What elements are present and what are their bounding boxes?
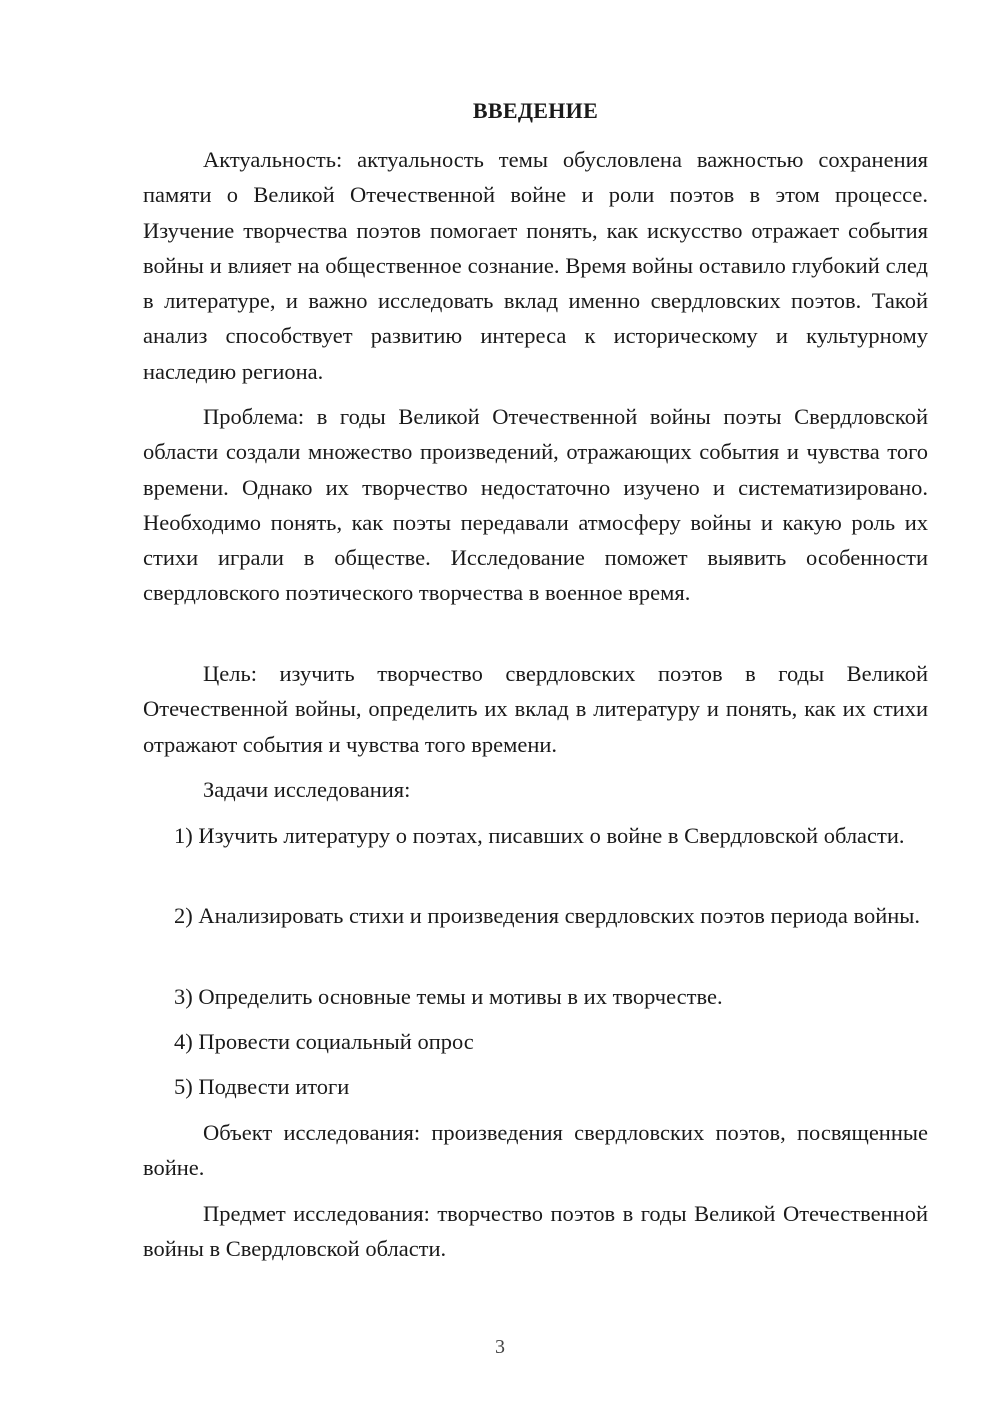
task-item-1: 1) Изучить литературу о поэтах, писавших о войне в Свердловской области. <box>174 823 905 848</box>
paragraph-object: Объект исследования: произведения свердловских поэтов, посвященные войне. <box>143 1120 928 1181</box>
task-item-4: 4) Провести социальный опрос <box>174 1029 474 1054</box>
tasks-heading: Задачи исследования: <box>203 777 411 802</box>
paragraph-goal: Цель: изучить творчество свердловских поэтов в годы Великой Отечественной войны, определить их вклад в литературу и понять, как их стихи отражают события и чувства того времени. <box>143 661 928 757</box>
paragraph-subject: Предмет исследования: творчество поэтов в годы Великой Отечественной войны в Свердловской области. <box>143 1201 928 1262</box>
task-item-5: 5) Подвести итоги <box>174 1074 350 1099</box>
section-title: ВВЕДЕНИЕ <box>472 98 599 123</box>
task-item-2: 2) Анализировать стихи и произведения свердловских поэтов периода войны. <box>174 903 921 928</box>
page-number: 3 <box>495 1336 505 1358</box>
paragraph-problem: Проблема: в годы Великой Отечественной войны поэты Свердловской области создали множество произведений, отражающих события и чувства того времени. Однако их творчество недостаточно изучено и систематизировано. Необходимо понять, как поэты передавали атмосферу войны и какую роль их стихи играли в обществе. Исследование поможет выявить особенности свердловского поэтического творчества в военное время. <box>143 404 928 606</box>
paragraph-relevance: Актуальность: актуальность темы обусловлена важностью сохранения памяти о Великой Отечественной войне и роли поэтов в этом процессе. Изучение творчества поэтов помогает понять, как искусство отражает события войны и влияет на общественное сознание. Время войны оставило глубокий след в литературе, и важно исследовать вклад именно свердловских поэтов. Такой анализ способствует развитию интереса к историческому и культурному наследию региона. <box>143 147 928 384</box>
task-item-3: 3) Определить основные темы и мотивы в их творчестве. <box>174 984 723 1009</box>
